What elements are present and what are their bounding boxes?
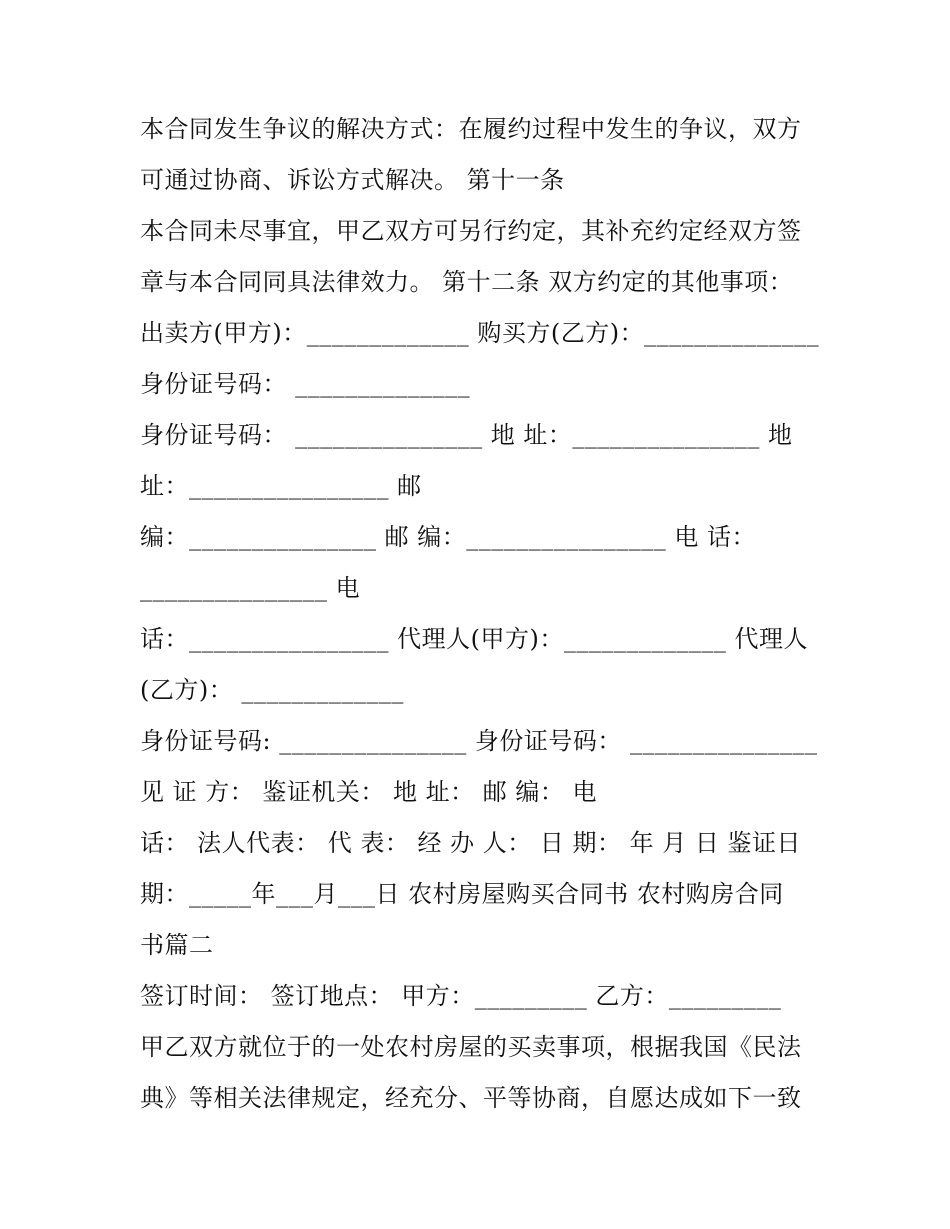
text-line: 签订时间： 签订地点： 甲方：_________ 乙方：_________ bbox=[140, 982, 782, 1010]
text-line: 身份证号码： ______________ bbox=[140, 370, 471, 398]
text-line: 身份证号码： _______________ 地 址：_______________ 地 bbox=[140, 421, 793, 449]
text-line: 址：________________ 邮 bbox=[140, 472, 422, 500]
text-line: _______________ 电 bbox=[140, 574, 361, 602]
text-line: 见 证 方： 鉴证机关： 地 址： 邮 编： 电 bbox=[140, 778, 598, 806]
text-line: 章与本合同同具法律效力。 第十二条 双方约定的其他事项： bbox=[140, 268, 794, 296]
text-line: 书篇二 bbox=[140, 931, 214, 959]
text-line: (乙方)： _____________ bbox=[140, 676, 404, 704]
text-line: 身份证号码: _______________ 身份证号码： _______________ bbox=[140, 727, 818, 755]
text-line: 甲乙双方就位于的一处农村房屋的买卖事项，根据我国《民法 bbox=[140, 1033, 802, 1061]
contract-text-block bbox=[140, 104, 820, 1124]
text-line: 典》等相关法律规定，经充分、平等协商，自愿达成如下一致 bbox=[140, 1084, 802, 1112]
text-line: 本合同未尽事宜，甲乙双方可另行约定，其补充约定经双方签 bbox=[140, 217, 802, 245]
text-line: 编：_______________ 邮 编：________________ 电 话： bbox=[140, 523, 757, 551]
text-line: 话：________________ 代理人(甲方)：_____________ 代理人 bbox=[140, 625, 808, 653]
text-line: 本合同发生争议的解决方式：在履约过程中发生的争议，双方 bbox=[140, 115, 802, 143]
text-line: 话： 法人代表： 代 表： 经 办 人： 日 期： 年 月 日 鉴证日 bbox=[140, 829, 802, 857]
text-line: 期：_____年___月___日 农村房屋购买合同书 农村购房合同 bbox=[140, 880, 784, 908]
text-line: 出卖方(甲方)：_____________ 购买方(乙方)：______________ bbox=[140, 319, 820, 347]
text-line: 可通过协商、诉讼方式解决。 第十一条 bbox=[140, 166, 565, 194]
